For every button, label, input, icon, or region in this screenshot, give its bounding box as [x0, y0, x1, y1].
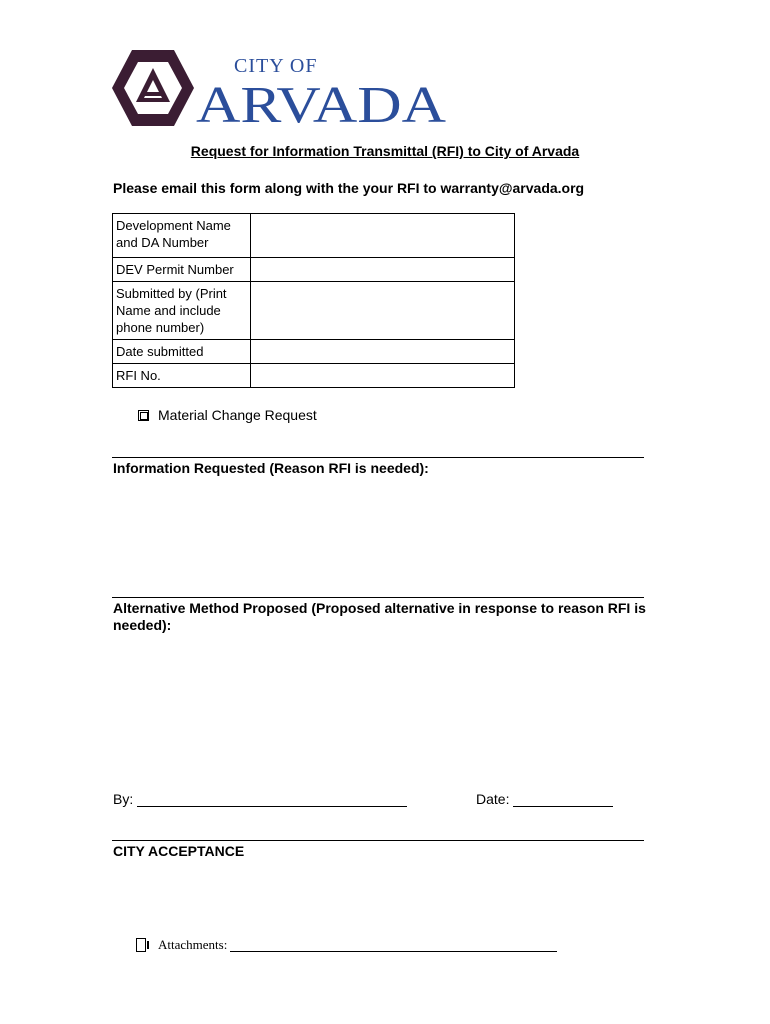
table-row [113, 340, 515, 364]
material-change-option [138, 407, 317, 423]
city-of-arvada-logo [112, 48, 452, 128]
table-row [113, 258, 515, 282]
info-requested-heading: Information Requested (Reason RFI is needed): [113, 460, 429, 476]
attachments-row [136, 937, 557, 953]
by-signature-line[interactable] [137, 792, 407, 807]
attachments-line[interactable] [230, 939, 557, 952]
date-signature [476, 791, 613, 807]
alternative-method-heading: Alternative Method Proposed (Proposed alternative in response to reason RFI is needed): [113, 600, 646, 633]
material-change-checkbox[interactable] [138, 410, 149, 421]
rfi-no-label: RFI No. [113, 364, 251, 388]
development-name-field[interactable] [251, 214, 515, 258]
attachments-label: Attachments: [158, 937, 228, 952]
date-label: Date: [476, 791, 510, 807]
section-divider [112, 457, 644, 458]
info-requested-area[interactable] [112, 480, 644, 585]
date-submitted-field[interactable] [251, 340, 515, 364]
by-label: By: [113, 791, 134, 807]
date-submitted-label: Date submitted [113, 340, 251, 364]
submitted-by-field[interactable] [251, 282, 515, 340]
material-change-label: Material Change Request [158, 407, 317, 423]
development-name-label: Development Name and DA Number [113, 214, 251, 258]
table-row [113, 282, 515, 340]
submitted-by-label: Submitted by (Print Name and include phone number) [113, 282, 251, 340]
email-instruction: Please email this form along with the your RFI to warranty@arvada.org [113, 180, 585, 196]
attachment-icon [136, 938, 146, 952]
dev-permit-number-field[interactable] [251, 258, 515, 282]
alternative-method-area [112, 638, 644, 778]
section-divider [112, 597, 644, 598]
city-acceptance-heading: CITY ACCEPTANCE [113, 843, 245, 859]
arvada-hexagon-mark [112, 50, 194, 126]
logo-arvada-text: ARVADA [196, 77, 447, 128]
rfi-info-table [112, 213, 515, 388]
table-row [113, 214, 515, 258]
page-title: Request for Information Transmittal (RFI) to City of Arvada [190, 143, 580, 159]
table-row [113, 364, 515, 388]
date-line[interactable] [513, 792, 613, 807]
by-signature [113, 791, 407, 807]
logo-city-of-text: CITY OF [234, 55, 318, 77]
dev-permit-number-label: DEV Permit Number [113, 258, 251, 282]
rfi-no-field[interactable] [251, 364, 515, 388]
section-divider [112, 840, 644, 841]
